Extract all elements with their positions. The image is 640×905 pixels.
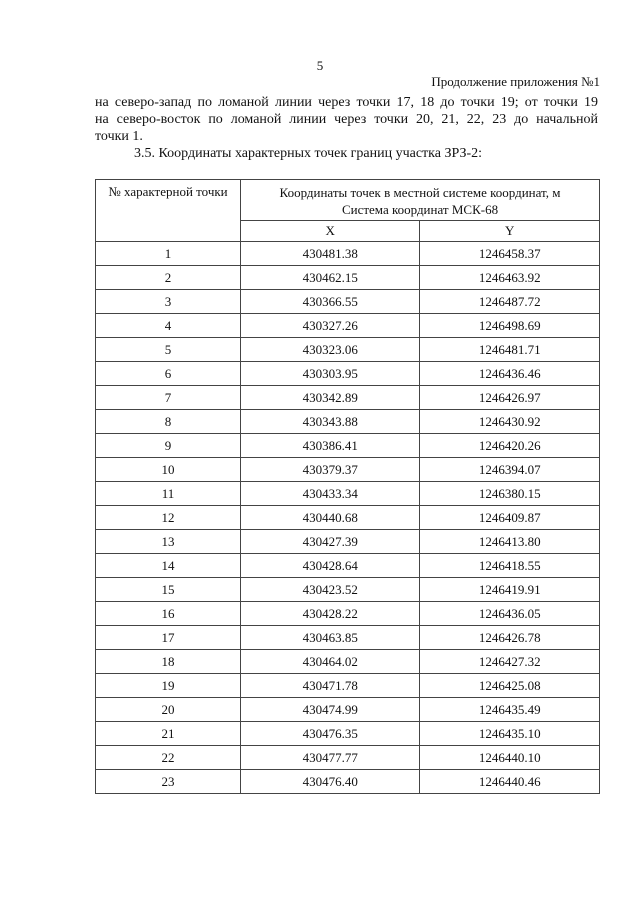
point-number-cell: 7 [96,386,241,410]
table-row [96,722,600,746]
x-coordinate-cell: 430463.85 [241,626,420,650]
y-coordinate-cell: 1246481.71 [420,338,600,362]
point-number-cell: 13 [96,530,241,554]
point-number-cell: 1 [96,242,241,266]
point-number-cell: 5 [96,338,241,362]
intro-line: точки 1. [95,129,143,144]
y-coordinate-cell: 1246418.55 [420,554,600,578]
y-coordinate-cell: 1246426.78 [420,626,600,650]
y-coordinate-cell: 1246458.37 [420,242,600,266]
table-row [96,746,600,770]
point-number-cell: 8 [96,410,241,434]
point-number-cell: 12 [96,506,241,530]
coordinates-header-line2: Система координат МСК-68 [341,202,499,217]
y-coordinate-cell: 1246487.72 [420,290,600,314]
table-row [96,362,600,386]
x-coordinate-cell: 430423.52 [241,578,420,602]
coordinates-header-line1: Координаты точек в местной системе координат, м [279,185,561,200]
point-number-cell: 9 [96,434,241,458]
point-number-cell: 17 [96,626,241,650]
table-row [96,530,600,554]
table-row [96,386,600,410]
table-row [96,266,600,290]
point-number-cell: 22 [96,746,241,770]
x-coordinate-cell: 430342.89 [241,386,420,410]
point-number-cell: 11 [96,482,241,506]
point-number-cell: 16 [96,602,241,626]
y-coordinate-cell: 1246436.05 [420,602,600,626]
table-row [96,626,600,650]
table-row [96,458,600,482]
table-row [96,314,600,338]
point-number-cell: 6 [96,362,241,386]
x-coordinate-cell: 430386.41 [241,434,420,458]
x-coordinate-cell: 430464.02 [241,650,420,674]
y-coordinate-cell: 1246420.26 [420,434,600,458]
intro-line: на северо-запад по ломаной линии через точки 17, 18 до точки 19; от точки 19 [95,95,598,110]
point-number-cell: 2 [96,266,241,290]
table-row [96,698,600,722]
point-number-cell: 14 [96,554,241,578]
x-coordinate-cell: 430323.06 [241,338,420,362]
section-heading: 3.5. Координаты характерных точек границ участка ЗРЗ-2: [134,146,483,161]
x-coordinate-cell: 430366.55 [241,290,420,314]
y-coordinate-cell: 1246394.07 [420,458,600,482]
x-coordinate-cell: 430303.95 [241,362,420,386]
intro-line: на северо-восток по ломаной линии через точки 20, 21, 22, 23 до начальной [95,112,598,127]
x-coordinate-cell: 430379.37 [241,458,420,482]
x-coordinate-cell: 430476.35 [241,722,420,746]
table-row [96,770,600,794]
x-coordinate-cell: 430477.77 [241,746,420,770]
y-coordinate-cell: 1246440.10 [420,746,600,770]
table-row [96,482,600,506]
point-number-cell: 4 [96,314,241,338]
y-coordinate-cell: 1246435.10 [420,722,600,746]
table-row [96,506,600,530]
y-coordinate-cell: 1246436.46 [420,362,600,386]
x-coordinate-cell: 430327.26 [241,314,420,338]
y-coordinate-cell: 1246440.46 [420,770,600,794]
y-coordinate-cell: 1246430.92 [420,410,600,434]
table-row [96,602,600,626]
x-coordinate-cell: 430476.40 [241,770,420,794]
intro-paragraph [95,94,598,145]
point-number-cell: 3 [96,290,241,314]
x-coordinate-cell: 430462.15 [241,266,420,290]
table-row [96,674,600,698]
page-number: 5 [316,58,324,73]
point-number-cell: 23 [96,770,241,794]
table-row [96,338,600,362]
x-coordinate-cell: 430440.68 [241,506,420,530]
y-coordinate-cell: 1246426.97 [420,386,600,410]
x-coordinate-cell: 430433.34 [241,482,420,506]
point-number-cell: 20 [96,698,241,722]
y-coordinate-cell: 1246409.87 [420,506,600,530]
y-coordinate-cell: 1246413.80 [420,530,600,554]
y-coordinate-cell: 1246498.69 [420,314,600,338]
x-coordinate-cell: 430427.39 [241,530,420,554]
coordinates-body [96,242,600,794]
y-coordinate-cell: 1246425.08 [420,674,600,698]
point-number-cell: 10 [96,458,241,482]
coordinates-table [95,179,600,794]
table-row [96,290,600,314]
x-coordinate-cell: 430343.88 [241,410,420,434]
table-row [96,410,600,434]
y-coordinate-cell: 1246463.92 [420,266,600,290]
y-header: Y [420,221,600,242]
table-row [96,578,600,602]
x-coordinate-cell: 430474.99 [241,698,420,722]
y-coordinate-cell: 1246427.32 [420,650,600,674]
coordinates-header [241,180,600,221]
table-row [96,554,600,578]
y-coordinate-cell: 1246380.15 [420,482,600,506]
x-coordinate-cell: 430428.64 [241,554,420,578]
appendix-label: Продолжение приложения №1 [431,74,600,89]
x-header: X [241,221,420,242]
table-row [96,434,600,458]
x-coordinate-cell: 430428.22 [241,602,420,626]
point-number-cell: 21 [96,722,241,746]
y-coordinate-cell: 1246419.91 [420,578,600,602]
point-number-header: № характерной точки [96,180,241,242]
table-row [96,650,600,674]
table-row [96,242,600,266]
y-coordinate-cell: 1246435.49 [420,698,600,722]
point-number-cell: 19 [96,674,241,698]
point-number-cell: 15 [96,578,241,602]
x-coordinate-cell: 430481.38 [241,242,420,266]
point-number-cell: 18 [96,650,241,674]
x-coordinate-cell: 430471.78 [241,674,420,698]
